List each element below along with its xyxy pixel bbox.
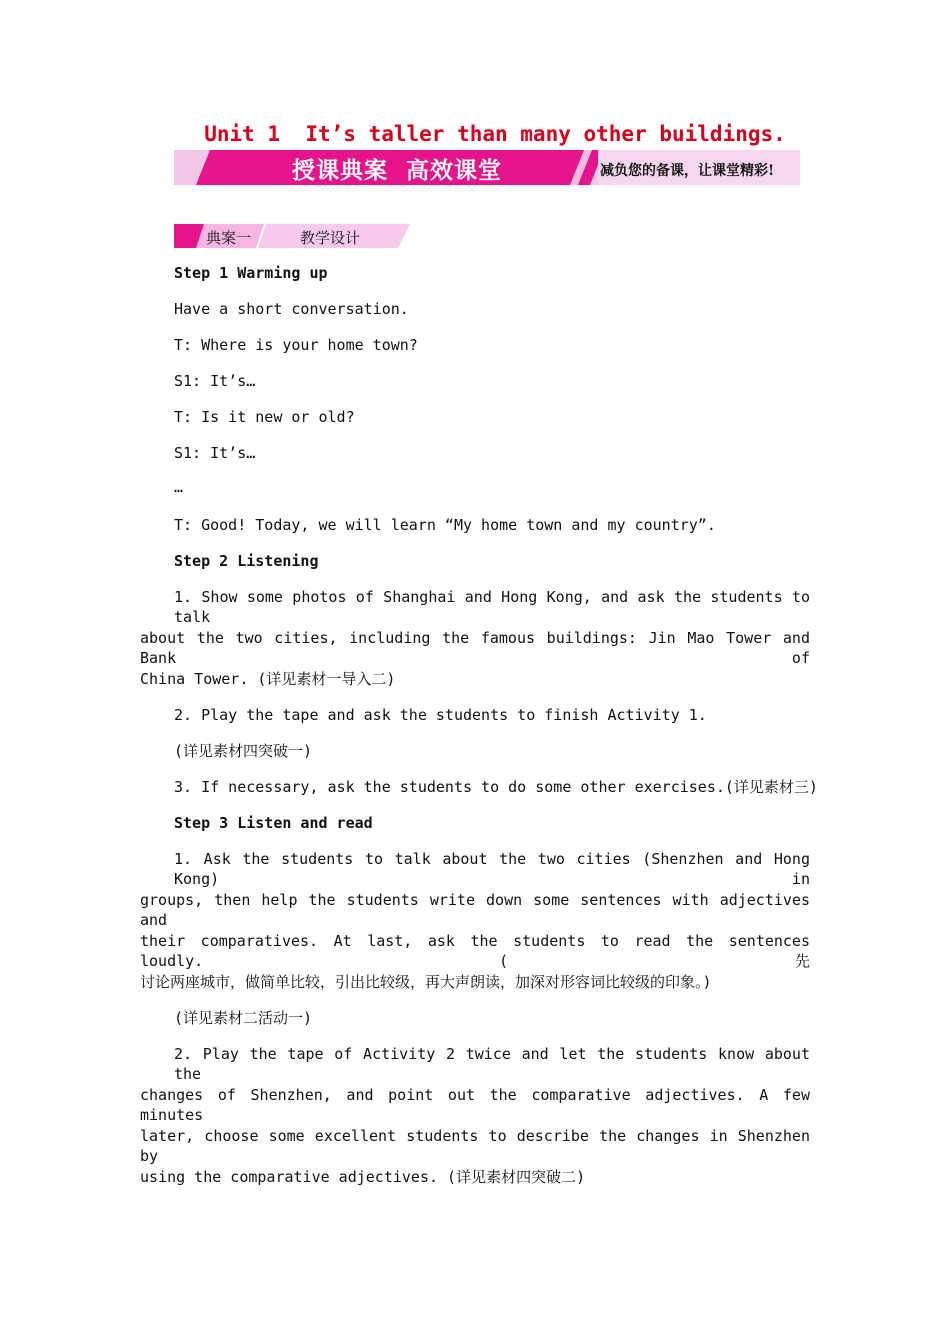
text-line: 讨论两座城市，做简单比较，引出比较级，再大声朗读，加深对形容词比较级的印象。) — [140, 973, 712, 991]
text-line: their comparatives. At last, ask the students to read the sentences loudly. (先 — [140, 932, 810, 970]
text-line: groups, then help the students write down some sentences with adjectives and — [140, 891, 810, 929]
step-heading: Step 3 Listen and read — [174, 814, 373, 832]
text-line: T: Good! Today, we will learn “My home town and my country”. — [174, 516, 716, 534]
text-line: S1: It’s… — [174, 444, 256, 462]
text-line: China Tower. (详见素材一导入二) — [140, 670, 396, 688]
text-line: 2. Play the tape and ask the students to finish Activity 1. — [174, 706, 707, 724]
text-line: T: Where is your home town? — [174, 336, 418, 354]
text-line: Have a short conversation. — [174, 300, 409, 318]
text-line: 2. Play the tape of Activity 2 twice and let the students know about the — [174, 1045, 810, 1083]
step-heading: Step 2 Listening — [174, 552, 319, 570]
text-line: 1. Show some photos of Shanghai and Hong Kong, and ask the students to talk — [174, 588, 810, 626]
text-line: using the comparative adjectives. (详见素材四突破二) — [140, 1168, 586, 1186]
text-line: (详见素材四突破一) — [174, 742, 313, 760]
banner-title: 授课典案 高效课堂 — [292, 158, 503, 184]
text-line: 1. Ask the students to talk about the two cities (Shenzhen and Hong Kong) in — [174, 850, 810, 888]
text-line: later, choose some excellent students to describe the changes in Shenzhen by — [140, 1127, 810, 1165]
text-line: changes of Shenzhen, and point out the comparative adjectives. A few minutes — [140, 1086, 810, 1124]
text-line: S1: It’s… — [174, 372, 256, 390]
document-title: Unit 1 It’s taller than many other buildings. — [204, 122, 786, 146]
text-line: (详见素材二活动一) — [174, 1009, 313, 1027]
text-line: … — [174, 478, 184, 496]
section-tag-label: 典案一 — [206, 229, 252, 247]
text-line: T: Is it new or old? — [174, 408, 355, 426]
section-tag-title: 教学设计 — [300, 229, 361, 247]
text-line: 3. If necessary, ask the students to do some other exercises.(详见素材三) — [174, 778, 818, 796]
text-line: about the two cities, including the famous buildings: Jin Mao Tower and Bank of — [140, 629, 810, 667]
step-heading: Step 1 Warming up — [174, 264, 328, 282]
banner-slogan: 减负您的备课，让课堂精彩! — [600, 163, 775, 179]
